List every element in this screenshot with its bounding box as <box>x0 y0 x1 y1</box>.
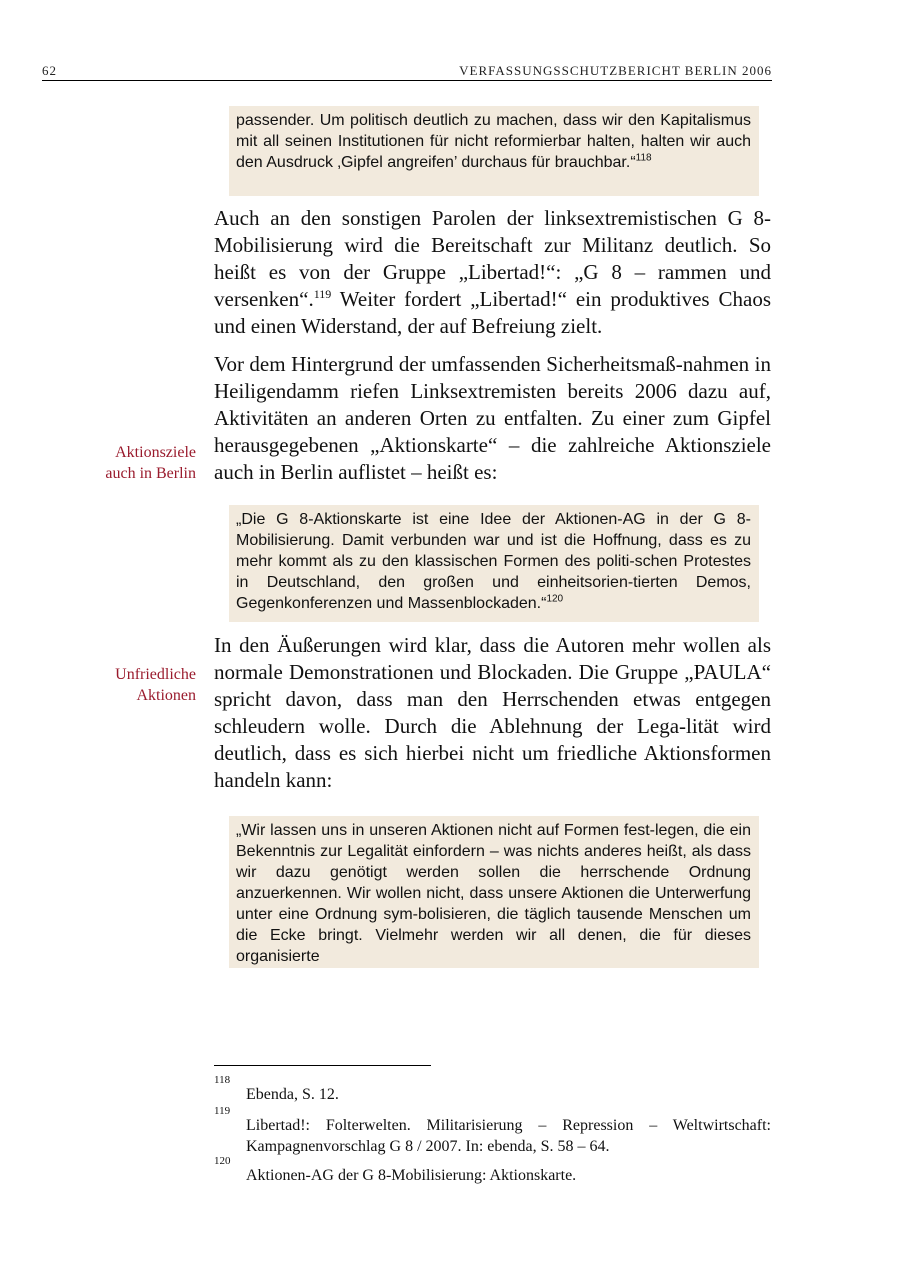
paragraph-2-text: Vor dem Hintergrund der umfassenden Sicherheitsmaß-nahmen in Heiligendamm riefen Linksextremisten bereits 2006 dazu auf, Aktivitäten an anderen Orten zu entfalten. Zu einer zum Gipfel herausgegebenen „Aktionskarte“ – die zahlreiche Aktionsziele auch in Berlin auflistet – heißt es: <box>214 352 771 484</box>
footnote-ref-120: 120 <box>546 593 564 605</box>
quote-block-2 <box>229 505 759 622</box>
paragraph-1-text-b: Weiter fordert „Libertad!“ ein produktives Chaos und einen Widerstand, der auf Befreiung zielt. <box>214 287 771 338</box>
header-title: VERFASSUNGSSCHUTZBERICHT BERLIN 2006 <box>459 63 772 78</box>
paragraph-2 <box>214 351 771 486</box>
paragraph-3-text: In den Äußerungen wird klar, dass die Autoren mehr wollen als normale Demonstrationen und Blockaden. Die Gruppe „PAULA“ spricht davon, dass man den Herrschenden etwas entgegen schleudern wolle. Durch die Ablehnung der Lega-lität wird deutlich, dass es sich hierbei nicht um friedliche Aktionsformen handeln kann: <box>214 633 771 792</box>
footnote-118: 118 Ebenda, S. 12. <box>214 1084 771 1105</box>
margin-note-2-line-2: Aktionen <box>136 687 196 704</box>
margin-note-unfriedliche-aktionen <box>60 664 196 706</box>
margin-note-aktionsziele <box>60 442 196 484</box>
quote-block-3 <box>229 816 759 968</box>
paragraph-1-text-a: Auch an den sonstigen Parolen der linksextremistischen G 8-Mobilisierung wird die Bereitschaft zur Militanz deutlich. So heißt es von der Gruppe „Libertad!“: „G 8 – rammen und versenken“. <box>214 206 771 311</box>
footnote-separator <box>214 1065 431 1066</box>
running-header <box>42 58 772 81</box>
footnote-120: 120 Aktionen-AG der G 8-Mobilisierung: Aktionskarte. <box>214 1165 771 1186</box>
footnote-ref-118: 118 <box>635 152 652 164</box>
page-number: 62 <box>42 63 57 78</box>
paragraph-3 <box>214 632 771 794</box>
margin-note-1-line-2: auch in Berlin <box>105 465 196 482</box>
quote-3-text: „Wir lassen uns in unseren Aktionen nicht auf Formen fest-legen, die ein Bekenntnis zur Legalität einfordern – was nichts anderes heißt, als dass wir dazu genötigt werden sollen die herrschende Ordnung anzuerkennen. Wir wollen nicht, dass unsere Aktionen die Unterwerfung unter eine Ordnung sym-bolisieren, die täglich tausende Menschen um die Ecke bringt. Vielmehr werden wir all denen, die für dieses organisierte <box>236 822 751 965</box>
margin-note-2-line-1: Unfriedliche <box>115 666 196 683</box>
quote-2-text: „Die G 8-Aktionskarte ist eine Idee der Aktionen-AG in der G 8-Mobilisierung. Damit verbunden war und ist die Hoffnung, dass es zu mehr kommt als zu den klassischen Formen des politi-schen Protestes in Deutschland, den großen und einheitsorien-tierten Demos, Gegenkonferenzen und Massenblockaden.“ <box>236 511 751 612</box>
footnote-text: Libertad!: Folterwelten. Militarisierung – Repression – Weltwirtschaft: Kampagnenvorschlag G 8 / 2007. In: ebenda, S. 58 – 64. <box>246 1117 771 1155</box>
margin-note-1-line-1: Aktionsziele <box>115 444 196 461</box>
footnote-text: Ebenda, S. 12. <box>246 1086 339 1103</box>
footnote-119: 119 Libertad!: Folterwelten. Militarisierung – Repression – Weltwirtschaft: Kampagnenvorschlag G 8 / 2007. In: ebenda, S. 58 – 64. <box>214 1105 771 1155</box>
paragraph-1 <box>214 205 771 340</box>
footnote-ref-119: 119 <box>313 287 332 301</box>
quote-block-1 <box>229 106 759 196</box>
quote-1-text: passender. Um politisch deutlich zu machen, dass wir den Kapitalismus mit all seinen Institutionen für nicht reformierbar halten, halten wir auch den Ausdruck ‚Gipfel angreifen’ durchaus für brauchbar.“ <box>236 112 751 171</box>
footnote-text: Aktionen-AG der G 8-Mobilisierung: Aktionskarte. <box>246 1167 577 1184</box>
